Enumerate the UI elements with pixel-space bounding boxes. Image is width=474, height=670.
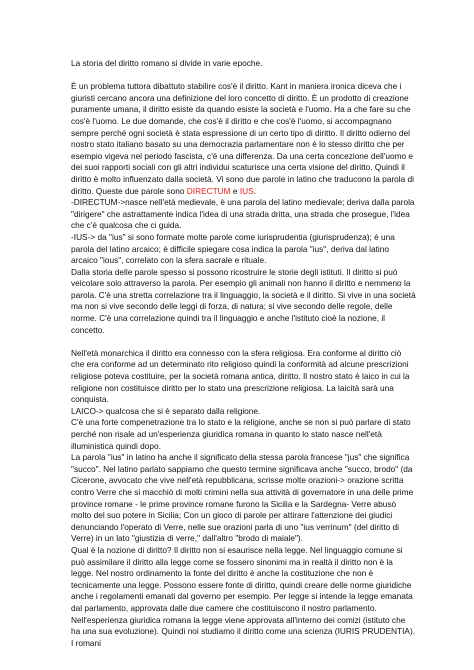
definition-text: È un problema tuttora dibattuto stabilire cos'è il diritto. Kant in maniera ironica diceva che i giuristi cercano ancora una definizione del loro concetto di diritto. È un prodotto di creazione puramente umana, il diritto esiste da quando esiste la società e l'uomo. Ha a che fare su che cos'è l'uomo. Le due domande, che cos'è il diritto e che cos'è l'uomo, si accompagnano sempre perché ogni società è stata espressione di un certo tipo di diritto. Il diritto odierno del nostro stato italiano basato su una democrazia parlamentare non è lo stesso diritto che per esempio vigeva nel periodo fascista, c'è una differenza. Da una certa concezione dell'uomo e dei suoi rapporti sociali con gli altri individui scaturisce una certa visione del diritto. Quindi il diritto è molto influenzato dalla società. Vi sono due parole in latino che traducono la parola di diritto. Queste due parole sono [71, 81, 415, 196]
laico-definition: LAICO-> qualcosa che si è separato dalla religione. [71, 405, 261, 416]
directum-definition: -DIRECTUM->nasce nell'età medievale, è una parola del latino medievale; deriva dalla parola "dirigere" che astrattamente indica l'idea di una strada dritta, una strada che prosegue, l'idea che c'è qualcosa che ci guida. [71, 197, 415, 231]
ius-meaning-paragraph: La parola "ius" in latino ha anche il significato della stessa parola francese "jus" che significa "succo". Nel latino parlato sappiamo che questo termine significava anche "succo, brodo" (da Cicerone, avvocato che vive nell'età repubblicana, scrisse molte orazioni-> orazione scritta contro Verre che si macchiò di molti crimini nella sua attività di governatore in una delle prime province romane - le prime province romane furono la Sicilia e la Sardegna- Verre abusò molto del suo potere in Sicilia; Con un gioco di parole per attirare l'attenzione dei giudici denunciando l'operato di Verre, nelle sue orazioni parla di uno "ius verrinum" (del diritto di Verre) in un lato "giustizia di verre," dall'altro "brodo di maiale"). [71, 452, 414, 544]
state-religion-paragraph: C'è una forte compenetrazione tra lo stato e la religione, anche se non si può parlare di stato perché non risale ad un'esperienza giuridica romana in quanto lo stato nasce nell'età illuministica quindi dopo. [71, 417, 411, 451]
ius-definition: -IUS-> da "ius" si sono formate molte parole come iurisprudentia (giurisprudenza); è una parola del latino arcaico; è difficile spiegare cosa indica la parola "ius", deriva dal latino arcaico "ious", correlato con la sfera sacrale e rituale. [71, 231, 395, 266]
words-history-paragraph: Dalla storia delle parole spesso si possono ricostruire le storie degli istituti. Il diritto si può veicolare solo attraverso la parola. Per esempio gli animali non hanno il diritto e nemmeno la parola. C'è una stretta correlazione tra il linguaggio, la società e il diritto. Si vive in una società ma non si vive secondo delle leggi di forza, di natura; si vive secondo delle regole, delle norme. C'è una correlazione quindi tra il linguaggio e anche l'istituto cioè la nozione, il concetto. [71, 266, 416, 335]
directum-highlight: DIRECTUM [186, 185, 231, 196]
document-body [71, 58, 416, 649]
conjunction-text: e [232, 185, 238, 196]
period-text: . [253, 185, 256, 196]
definition-paragraph [71, 81, 416, 197]
law-notion-paragraph: Qual è la nozione di diritto? Il diritto non si esaurisce nella legge. Nel linguaggio comune si può assimilare il diritto alla legge come se fossero sinonimi ma in realtà il diritto non è la legge. Nel nostro ordinamento la fonte del diritto è anche la costituzione che non è tecnicamente una legge. Possono essere fonte di diritto, quindi creare delle norme giuridiche anche i regolamenti emanati dal governo per esempio. Per legge si intende la legge emanata dal parlamento, approvata dalle due camere che costituiscono il nostro parlamento. [71, 544, 413, 613]
ius-highlight: IUS [239, 185, 254, 196]
monarchic-age-paragraph: Nell'età monarchica il diritto era connesso con la sfera religiosa. Era conforme al diritto ciò che era conforme ad un determinato rito religioso quindi la conformità ad alcune prescrizioni religiose poteva costituire, per la società romana antica, diritto. Il nostro stato è laico in cui la religione non costituisce diritto per lo stato una prescrizione religiosa. La laicità sarà una conquista. [71, 347, 410, 405]
intro-paragraph: La storia del diritto romano si divide in varie epoche. [71, 58, 263, 68]
roman-law-paragraph: Nell'esperienza giuridica romana la legge viene approvata all'interno dei comizi (istituto che ha una sua evoluzione). Quindi noi studiamo il diritto come una scienza (IURIS PRUDENTIA). I romani [71, 614, 416, 648]
